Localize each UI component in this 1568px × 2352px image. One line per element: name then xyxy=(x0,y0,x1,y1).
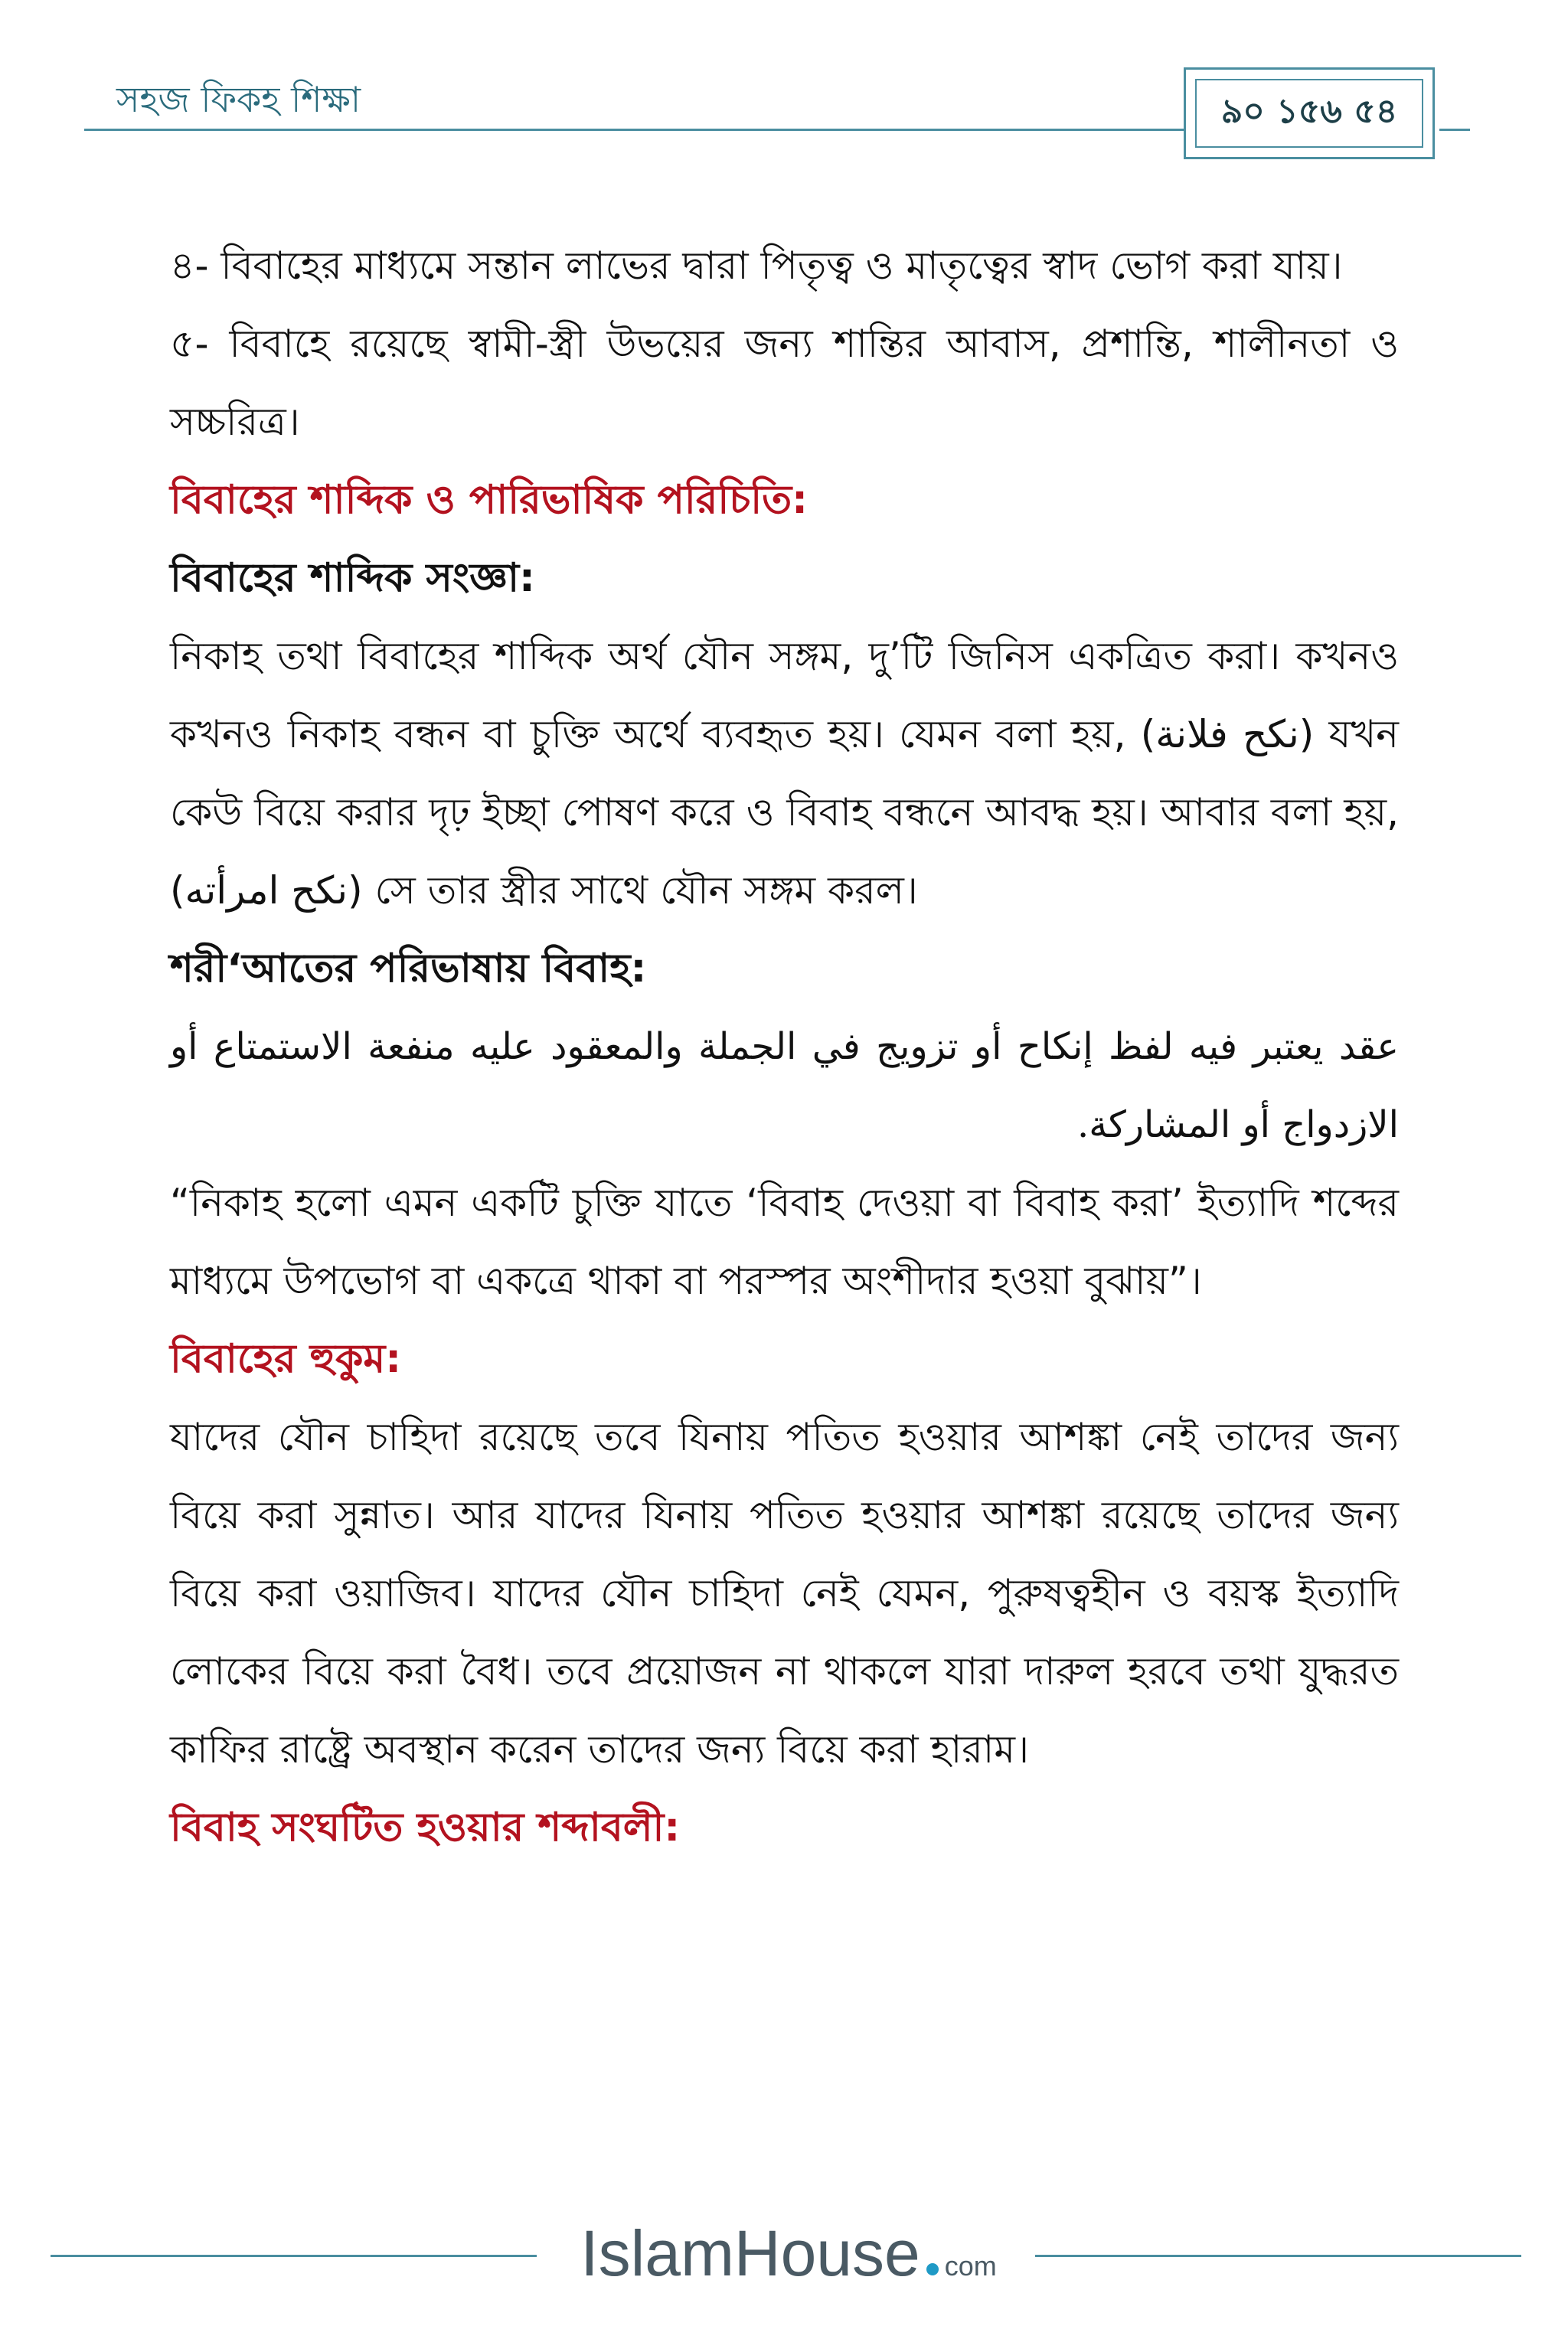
paragraph-ruling: যাদের যৌন চাহিদা রয়েছে তবে যিনায় পতিত হওয়ার আশঙ্কা নেই তাদের জন্য বিয়ে করা সুন্নাত। আর যাদের যিনায় পতিত হওয়ার আশঙ্কা রয়েছে তাদের জন্য বিয়ে করা ওয়াজিব। যাদের যৌন চাহিদা নেই যেমন, পুরুষত্বহীন ও বয়স্ক ইত্যাদি লোকের বিয়ে করা বৈধ। তবে প্রয়োজন না থাকলে যারা দারুল হরবে তথা যুদ্ধরত কাফির রাষ্ট্রে অবস্থান করেন তাদের জন্য বিয়ে করা হারাম। xyxy=(170,1415,1399,1772)
logo-dot-icon xyxy=(926,2263,939,2275)
paragraph-benefit-4: ৪- বিবাহের মাধ্যমে সন্তান লাভের দ্বারা পিতৃত্ব ও মাতৃত্বের স্বাদ ভোগ করা যায়। xyxy=(170,243,1343,288)
section-heading-ruling: বিবাহের হুকুম: xyxy=(170,1336,402,1382)
footer-rule-right xyxy=(1035,2255,1521,2257)
paragraph-literal-meaning: নিকাহ তথা বিবাহের শাব্দিক অর্থ যৌন সঙ্গম, দু’টি জিনিস একত্রিত করা। কখনও কখনও নিকাহ বন্ধন বা চুক্তি অর্থে ব্যবহৃত হয়। যেমন বলা হয়, (نكح فلانة) যখন কেউ বিয়ে করার দৃঢ় ইচ্ছা পোষণ করে ও বিবাহ বন্ধনে আবদ্ধ হয়। আবার বলা হয়, (نكح امرأته) সে তার স্ত্রীর সাথে যৌন সঙ্গম করল। xyxy=(170,634,1399,913)
islamhouse-logo xyxy=(551,2216,1026,2293)
header-rule xyxy=(84,129,1187,131)
subheading-literal-definition: বিবাহের শাব্দিক সংজ্ঞা: xyxy=(170,555,535,601)
running-header-title: সহজ ফিকহ শিক্ষা xyxy=(116,79,361,120)
page-number-box xyxy=(1184,67,1435,159)
logo-wordmark: IslamHouse xyxy=(580,2217,920,2289)
page-number: ৯০ ১৫৬ ৫৪ xyxy=(1195,79,1423,148)
logo-suffix: com xyxy=(944,2250,997,2282)
section-heading-words: বিবাহ সংঘটিত হওয়ার শব্দাবলী: xyxy=(170,1805,681,1851)
section-heading-definition: বিবাহের শাব্দিক ও পারিভাষিক পরিচিতি: xyxy=(170,477,808,523)
page-content xyxy=(170,227,1399,1867)
subheading-sharia-definition: শরী‘আতের পরিভাষায় বিবাহ: xyxy=(170,946,647,991)
footer-rule-left xyxy=(51,2255,537,2257)
arabic-definition: عقد يعتبر فيه لفظ إنكاح أو تزويج في الجملة والمعقود عليه منفعة الاستمتاع أو الازدواج أو المشاركة. xyxy=(170,1025,1399,1146)
paragraph-benefit-5: ৫- বিবাহে রয়েছে স্বামী-স্ত্রী উভয়ের জন্য শান্তির আবাস, প্রশান্তি, শালীনতা ও সচ্চরিত্র। xyxy=(170,322,1399,444)
paragraph-definition-translation: “নিকাহ হলো এমন একটি চুক্তি যাতে ‘বিবাহ দেওয়া বা বিবাহ করা’ ইত্যাদি শব্দের মাধ্যমে উপভোগ বা একত্রে থাকা বা পরস্পর অংশীদার হওয়া বুঝায়”। xyxy=(170,1181,1399,1303)
header-rule-right xyxy=(1439,129,1470,131)
